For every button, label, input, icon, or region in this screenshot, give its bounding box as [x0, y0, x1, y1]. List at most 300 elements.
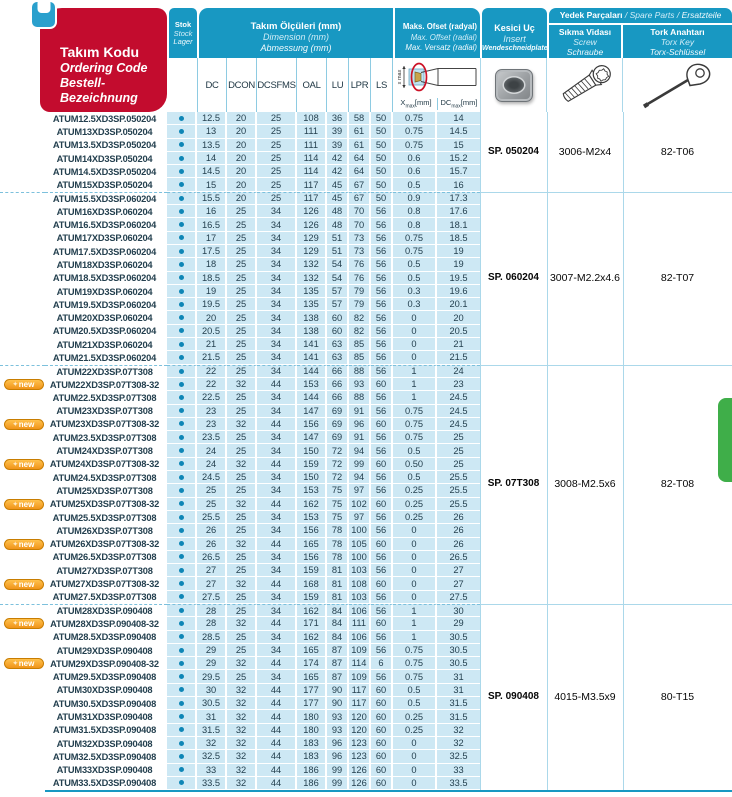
lpr-cell: 67: [349, 192, 371, 205]
lu-cell: 45: [327, 192, 349, 205]
dcon-cell: 32: [227, 458, 257, 471]
new-badge-slot: [0, 245, 45, 258]
screw-col-cell: [547, 538, 623, 551]
dcon-cell: 25: [227, 670, 257, 683]
dc-cell: 26: [197, 538, 227, 551]
dc-cell: 32.5: [197, 750, 227, 763]
dcsfms-cell: 34: [257, 604, 297, 617]
dcon-cell: 25: [227, 351, 257, 364]
ordering-code-cell: [45, 418, 167, 431]
ordering-code-cell: [45, 471, 167, 484]
torx-col-cell: [623, 577, 732, 590]
new-badge-slot: [0, 710, 45, 723]
ordering-code-cell: [45, 710, 167, 723]
stock-cell: [167, 178, 197, 191]
xmax-cell: 0.5: [393, 444, 437, 457]
stock-cell: [167, 617, 197, 630]
lpr-cell: 123: [349, 737, 371, 750]
spare-title-en: Spare Parts: [629, 10, 675, 20]
stock-cell: [167, 391, 197, 404]
code-size: 20XD3: [81, 313, 110, 324]
stock-dot-icon: [179, 355, 184, 360]
ordering-code-cell: [45, 484, 167, 497]
xmax-cell: 0.75: [393, 125, 437, 138]
insert-col-cell: [480, 338, 547, 351]
torx-col-cell: [623, 391, 732, 404]
ls-cell: 56: [371, 644, 393, 657]
lpr-cell: 93: [349, 378, 371, 391]
ls-cell: 60: [371, 418, 393, 431]
code-size: 21XD3: [81, 339, 110, 350]
code-sp: SP.: [109, 645, 123, 656]
stock-cell: [167, 631, 197, 644]
dc-cell: 33: [197, 764, 227, 777]
screw-col-cell: [547, 524, 623, 537]
stock-cell: [167, 192, 197, 205]
ls-cell: 56: [371, 298, 393, 311]
screw-col-cell: [547, 418, 623, 431]
code-sp: SP.: [113, 140, 127, 151]
dcsfms-cell: 34: [257, 365, 297, 378]
ls-cell: 56: [371, 218, 393, 231]
stock-cell: [167, 657, 197, 670]
dcmax-cell: 18.1: [437, 218, 480, 231]
new-badge-slot: [0, 391, 45, 404]
lu-cell: 54: [327, 272, 349, 285]
code-insert-ref: 090408: [122, 685, 153, 696]
stock-cell: [167, 511, 197, 524]
stock-dot-icon: [179, 222, 184, 227]
table-row: [0, 378, 732, 391]
torx-col-cell: [623, 604, 732, 617]
dcmax-cell: 15.2: [437, 152, 480, 165]
insert-col-cell: [480, 178, 547, 191]
code-brand: ATUM: [52, 512, 79, 523]
screw-col-cell: [547, 205, 623, 218]
code-sp: SP.: [109, 565, 123, 576]
ordering-code-title-tr: Takım Kodu: [60, 44, 140, 60]
dimensions-title-en: Dimension (mm): [262, 32, 329, 42]
ls-cell: 56: [371, 258, 393, 271]
code-sp: SP.: [109, 406, 123, 417]
dcmax-cell: 25: [437, 458, 480, 471]
stock-dot-icon: [179, 528, 184, 533]
new-badge-slot: [0, 724, 45, 737]
ordering-code-cell: [45, 604, 167, 617]
code-brand: ATUM: [52, 140, 79, 151]
new-badge-slot: [0, 670, 45, 683]
dc-cell: 24.5: [197, 471, 227, 484]
insert-col-cell: [480, 218, 547, 231]
lpr-cell: 94: [349, 471, 371, 484]
code-sp: SP.: [109, 286, 123, 297]
torx-col-cell: [623, 750, 732, 763]
insert-title-tr: Kesici Uç: [494, 23, 535, 33]
table-row: [0, 405, 732, 418]
new-badge-slot: [0, 338, 45, 351]
xmax-cell: 0.75: [393, 405, 437, 418]
code-insert-ref: 050204: [126, 113, 157, 124]
code-insert-ref: 07T308: [126, 512, 157, 523]
lpr-cell: 103: [349, 591, 371, 604]
ordering-code-cell: [45, 351, 167, 364]
screw-col-cell: [547, 298, 623, 311]
screw-col-cell: [547, 604, 623, 617]
code-brand: ATUM: [56, 126, 82, 137]
new-badge-slot: [0, 165, 45, 178]
lpr-cell: 108: [349, 577, 371, 590]
group-insert-code: SP. 07T308: [487, 478, 540, 490]
oal-cell: 138: [297, 325, 327, 338]
torx-col-cell: [623, 591, 732, 604]
stock-dot-icon: [179, 196, 184, 201]
code-sp: SP.: [109, 233, 123, 244]
xmax-cell: 0.25: [393, 724, 437, 737]
insert-header: [482, 8, 547, 58]
table-row: [0, 737, 732, 750]
xmax-cell: 0.25: [393, 511, 437, 524]
code-brand: ATUM: [56, 485, 82, 496]
torx-col-cell: [623, 365, 732, 378]
new-badge-slot: [0, 617, 45, 630]
code-insert-ref: 090408: [126, 672, 157, 683]
code-brand: ATUM: [52, 432, 79, 443]
code-insert-ref: 07T308: [126, 592, 157, 603]
ordering-code-cell: [45, 631, 167, 644]
table-row: [0, 258, 732, 271]
stock-cell: [167, 538, 197, 551]
xmax-cell: 0.25: [393, 710, 437, 723]
code-brand: ATUM: [56, 313, 82, 324]
dcon-cell: 25: [227, 365, 257, 378]
code-brand: ATUM: [52, 592, 79, 603]
ordering-code-cell: [45, 564, 167, 577]
stock-cell: [167, 471, 197, 484]
oal-cell: 177: [297, 697, 327, 710]
dc-cell: 29.5: [197, 670, 227, 683]
dcmax-cell: 25: [437, 444, 480, 457]
screw-col-cell: [547, 112, 623, 125]
code-size: 28.5XD3: [78, 632, 114, 643]
code-sp: SP.: [109, 525, 123, 536]
dcon-cell: 20: [227, 139, 257, 152]
code-size: 27XD3: [75, 579, 103, 590]
code-brand: ATUM: [52, 725, 79, 736]
ordering-code-cell: [45, 125, 167, 138]
lu-cell: 69: [327, 418, 349, 431]
table-body: [0, 112, 732, 791]
lpr-cell: 85: [349, 351, 371, 364]
xmax-cell: 0.5: [393, 471, 437, 484]
code-sp: SP.: [102, 618, 117, 629]
ordering-code-cell: [45, 724, 167, 737]
insert-col-cell: [480, 378, 547, 391]
new-badge-slot: [0, 405, 45, 418]
screw-col-cell: [547, 657, 623, 670]
dcsfms-cell: 44: [257, 764, 297, 777]
insert-col-cell: [480, 737, 547, 750]
dcmax-cell: 30.5: [437, 657, 480, 670]
stock-cell: [167, 285, 197, 298]
stock-dot-icon: [179, 648, 184, 653]
new-badge-label: new: [18, 499, 35, 509]
code-brand: ATUM: [56, 565, 82, 576]
dcon-cell: 25: [227, 444, 257, 457]
ls-cell: 50: [371, 165, 393, 178]
table-row: [0, 178, 732, 191]
dcmax-cell: 27: [437, 564, 480, 577]
dcon-cell: 25: [227, 298, 257, 311]
ordering-code-cell: [45, 365, 167, 378]
oal-cell: 111: [297, 125, 327, 138]
oal-cell: 165: [297, 538, 327, 551]
insert-title-de: Wendeschneidplate: [482, 45, 548, 52]
code-size: 17XD3: [81, 233, 110, 244]
torx-key-drawing-slot: [623, 58, 732, 112]
ls-cell: 56: [371, 351, 393, 364]
xmax-cell: 0.5: [393, 178, 437, 191]
code-size: 14.5XD3: [78, 166, 114, 177]
xmax-cell: 0: [393, 591, 437, 604]
lpr-cell: 76: [349, 258, 371, 271]
screw-col-cell: [547, 338, 623, 351]
torx-col-cell: [623, 178, 732, 191]
group-screw-code: 3006-M2x4: [558, 145, 612, 158]
stock-cell: [167, 378, 197, 391]
torx-col-cell: [623, 644, 732, 657]
table-row: [0, 338, 732, 351]
new-badge-slot: [0, 737, 45, 750]
new-badge-slot: [0, 777, 45, 790]
ordering-code-cell: [45, 245, 167, 258]
code-brand: ATUM: [52, 672, 79, 683]
code-insert-ref: 07T308: [126, 392, 157, 403]
new-badge: [4, 618, 44, 629]
xmax-cell: 1: [393, 378, 437, 391]
stock-cell: [167, 710, 197, 723]
ls-cell: 60: [371, 724, 393, 737]
lpr-cell: 123: [349, 750, 371, 763]
ordering-code-cell: [45, 458, 167, 471]
ls-cell: 56: [371, 325, 393, 338]
dc-cell: 16: [197, 205, 227, 218]
dcmax-cell: 19: [437, 258, 480, 271]
insert-col-cell: [480, 670, 547, 683]
dcmax-cell: 20: [437, 311, 480, 324]
screw-col-cell: [547, 631, 623, 644]
sparkle-icon: ✦: [12, 581, 18, 588]
insert-col-cell: [480, 498, 547, 511]
new-badge-slot: [0, 511, 45, 524]
new-badge-slot: [0, 471, 45, 484]
code-insert-ref: 090408-32: [116, 658, 159, 669]
stock-dot-icon: [179, 408, 184, 413]
dcsfms-cell: 34: [257, 405, 297, 418]
table-row: [0, 511, 732, 524]
lu-cell: 48: [327, 205, 349, 218]
code-brand: ATUM: [52, 552, 79, 563]
lu-cell: 75: [327, 498, 349, 511]
dcmax-cell: 30.5: [437, 644, 480, 657]
stock-cell: [167, 737, 197, 750]
new-badge-label: new: [18, 619, 35, 629]
lpr-cell: 91: [349, 405, 371, 418]
dc-cell: 29: [197, 644, 227, 657]
torx-col-cell: [623, 378, 732, 391]
stock-cell: [167, 139, 197, 152]
dcsfms-cell: 25: [257, 192, 297, 205]
oal-cell: 135: [297, 298, 327, 311]
ls-cell: 60: [371, 617, 393, 630]
code-sp: SP.: [112, 472, 126, 483]
stock-cell: [167, 484, 197, 497]
stock-dot-icon: [179, 182, 184, 187]
ls-cell: 56: [371, 670, 393, 683]
dc-cell: 25: [197, 498, 227, 511]
offset-diagram-x-label: x max: [396, 69, 403, 85]
sparkle-icon: ✦: [12, 621, 18, 628]
oal-cell: 147: [297, 405, 327, 418]
stock-dot-icon: [179, 169, 184, 174]
lpr-cell: 82: [349, 325, 371, 338]
torx-col-cell: [623, 724, 732, 737]
ordering-code-cell: [45, 444, 167, 457]
dcmax-cell: 23: [437, 378, 480, 391]
ls-cell: 60: [371, 764, 393, 777]
screw-col-cell: [547, 551, 623, 564]
dcsfms-cell: 44: [257, 710, 297, 723]
code-insert-ref: 07T308: [122, 366, 153, 377]
lu-cell: 81: [327, 577, 349, 590]
stock-cell: [167, 524, 197, 537]
code-size: 31XD3: [81, 712, 110, 722]
ls-cell: 60: [371, 710, 393, 723]
screw-title-en: Screw: [573, 37, 597, 47]
ls-cell: 56: [371, 591, 393, 604]
lpr-cell: 117: [349, 684, 371, 697]
stock-dot-icon: [179, 156, 184, 161]
insert-col-cell: [480, 577, 547, 590]
code-brand: ATUM: [49, 499, 76, 510]
stock-cell: [167, 564, 197, 577]
lpr-cell: 88: [349, 365, 371, 378]
stock-cell: [167, 245, 197, 258]
dcsfms-cell: 44: [257, 657, 297, 670]
code-brand: ATUM: [49, 539, 76, 550]
dc-cell: 29: [197, 657, 227, 670]
lu-cell: 42: [327, 152, 349, 165]
table-row: [0, 631, 732, 644]
code-sp: SP.: [113, 246, 127, 257]
ordering-code-cell: [45, 498, 167, 511]
new-badge-slot: [0, 152, 45, 165]
code-sp: SP.: [109, 126, 123, 137]
dcmax-cell: 19: [437, 245, 480, 258]
lu-cell: 81: [327, 591, 349, 604]
xmax-cell: 0: [393, 577, 437, 590]
code-brand: ATUM: [49, 579, 76, 590]
stock-cell: [167, 165, 197, 178]
insert-col-cell: [480, 298, 547, 311]
dc-cell: 33.5: [197, 777, 227, 790]
xmax-cell: 0.9: [393, 192, 437, 205]
dimensions-title-tr: Takım Ölçüleri (mm): [250, 21, 342, 32]
stock-cell: [167, 498, 197, 511]
code-sp: SP.: [112, 512, 126, 523]
screw-col-cell: [547, 498, 623, 511]
oal-cell: 141: [297, 351, 327, 364]
code-size: 16XD3: [81, 206, 110, 217]
code-sp: SP.: [102, 379, 116, 390]
dcon-cell: 25: [227, 431, 257, 444]
ordering-code-cell: [45, 391, 167, 404]
xmax-cell: 0.75: [393, 139, 437, 152]
code-brand: ATUM: [52, 113, 79, 124]
code-size: 30.5XD3: [78, 698, 114, 709]
ordering-code-cell: [45, 139, 167, 152]
lu-cell: 72: [327, 458, 349, 471]
dcon-cell: 25: [227, 338, 257, 351]
dc-cell: 20: [197, 311, 227, 324]
dc-cell: 30.5: [197, 697, 227, 710]
code-sp: SP.: [113, 113, 127, 124]
insert-col-cell: [480, 418, 547, 431]
new-badge-slot: [0, 192, 45, 205]
xmax-cell: 0.75: [393, 418, 437, 431]
dcmax-cell: 31.5: [437, 697, 480, 710]
code-insert-ref: 07T308: [122, 525, 153, 536]
dc-cell: 24: [197, 444, 227, 457]
dc-cell: 21: [197, 338, 227, 351]
screw-col-cell: [547, 511, 623, 524]
table-row: [0, 125, 732, 138]
lpr-cell: 120: [349, 724, 371, 737]
xmax-cell: 0: [393, 750, 437, 763]
code-brand: ATUM: [52, 299, 79, 310]
lu-cell: 96: [327, 750, 349, 763]
torx-key-icon: [632, 60, 724, 110]
stock-dot-icon: [179, 568, 184, 573]
xmax-cell: 1: [393, 617, 437, 630]
dcsfms-cell: 34: [257, 272, 297, 285]
dcsfms-cell: 34: [257, 591, 297, 604]
dc-cell: 31.5: [197, 724, 227, 737]
dc-cell: 19.5: [197, 298, 227, 311]
new-badge-slot: [0, 431, 45, 444]
new-badge-slot: [0, 564, 45, 577]
new-badge-slot: [0, 524, 45, 537]
screw-col-cell: [547, 218, 623, 231]
screw-col-cell: [547, 245, 623, 258]
xmax-cell: 1: [393, 631, 437, 644]
code-brand: ATUM: [56, 366, 82, 377]
lu-cell: 63: [327, 338, 349, 351]
stock-dot-icon: [179, 754, 184, 759]
lu-cell: 69: [327, 431, 349, 444]
lpr-cell: 106: [349, 631, 371, 644]
stock-cell: [167, 458, 197, 471]
stock-cell: [167, 405, 197, 418]
lu-cell: 63: [327, 351, 349, 364]
dcmax-cell: 25.5: [437, 471, 480, 484]
sparkle-icon: ✦: [12, 541, 18, 548]
oal-cell: 156: [297, 551, 327, 564]
lpr-cell: 97: [349, 511, 371, 524]
torx-col-cell: [623, 112, 732, 125]
code-brand: ATUM: [56, 286, 82, 297]
dcon-cell: 32: [227, 577, 257, 590]
stock-dot-icon: [179, 674, 184, 679]
